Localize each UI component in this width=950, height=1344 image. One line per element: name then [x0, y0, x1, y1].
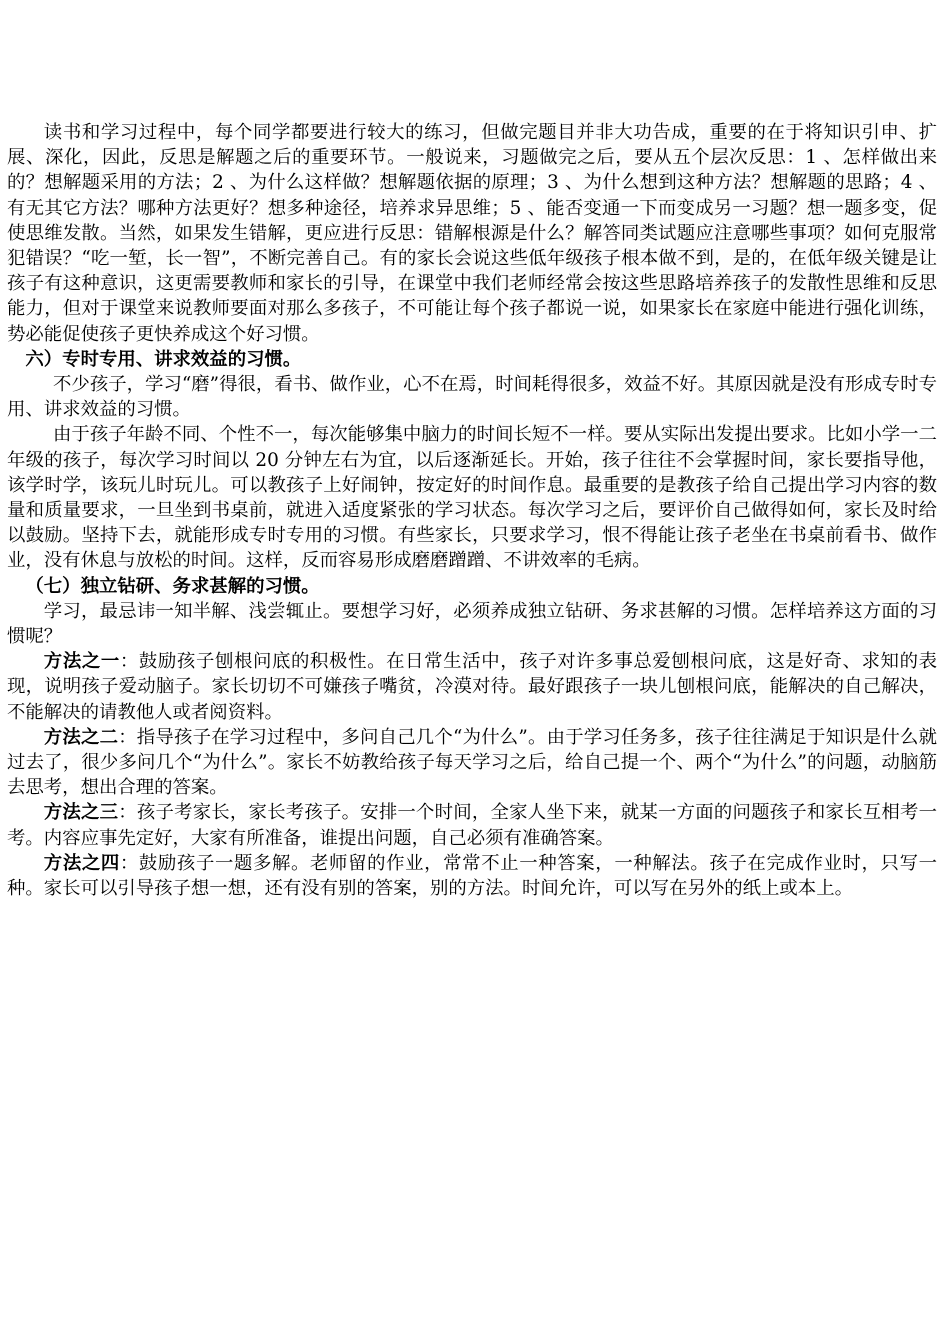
paragraph-method-1: [7, 649, 937, 725]
method-1-text: ：鼓励孩子刨根问底的积极性。在日常生活中，孩子对许多事总爱刨根问底，这是好奇、求知的表现，说明孩子爱动脑子。家长切切不可嫌孩子嘴贫，冷漠对待。最好跟孩子一块儿刨根问底，能解决的自己解决，不能解决的请教他人或者阅资料。: [7, 651, 937, 723]
method-1-label: 方法之一: [43, 651, 120, 673]
heading-section-6: 六）专时专用、讲求效益的习惯。: [25, 348, 302, 370]
paragraph-method-3: [7, 800, 937, 850]
document-body: [7, 120, 937, 901]
method-2-text: ：指导孩子在学习过程中，多问自己几个“为什么”。由于学习任务多，孩子往往满足于知识是什么就过去了，很少多问几个“为什么”。家长不妨教给孩子每天学习之后，给自己提一个、两个“为什么”的问题，动脑筋去思考，想出合理的答案。: [7, 726, 937, 799]
heading-section-7: （七）独立钻研、务求甚解的习惯。: [25, 575, 320, 597]
method-3-label: 方法之三: [43, 802, 119, 824]
paragraph-section-7-intro: 学习，最忌讳一知半解、浅尝辄止。要想学习好，必须养成独立钻研、务求甚解的习惯。怎样培养这方面的习惯呢？: [7, 600, 937, 648]
method-4-label: 方法之四: [43, 852, 120, 874]
paragraph-section-6-intro: 不少孩子，学习“磨”得很，看书、做作业，心不在焉，时间耗得很多，效益不好。其原因就是没有形成专时专用、讲求效益的习惯。: [7, 374, 937, 421]
paragraph-method-2: [7, 725, 937, 801]
method-3-text: ：孩子考家长，家长考孩子。安排一个时间，全家人坐下来，就某一方面的问题孩子和家长互相考一考。内容应事先定好，大家有所准备，谁提出问题，自己必须有准确答案。: [7, 802, 937, 849]
paragraph-section-6-body: 由于孩子年龄不同、个性不一，每次能够集中脑力的时间长短不一样。要从实际出发提出要求。比如小学一二年级的孩子，每次学习时间以 20 分钟左右为宜，以后逐渐延长。开始，孩子往往不会掌握时间，家长要指导他，该学时学，该玩儿时玩儿。可以教孩子上好闹钟，按定好的时间作息。最重要的是教孩子给自己提出学习内容的数量和质量要求，一旦坐到书桌前，就进入适度紧张的学习状态。每次学习之后，要评价自己做得如何，家长及时给以鼓励。坚持下去，就能形成专时专用的习惯。有些家长，只要求学习，恨不得能让孩子老坐在书桌前看书、做作业，没有休息与放松的时间。这样，反而容易形成磨磨蹭蹭、不讲效率的毛病。: [7, 424, 937, 572]
paragraph-method-4: [7, 851, 937, 901]
paragraph-reflection: 读书和学习过程中，每个同学都要进行较大的练习，但做完题目并非大功告成，重要的在于将知识引申、扩展、深化，因此，反思是解题之后的重要环节。一般说来，习题做完之后，要从五个层次反思：1 、怎样做出来的？想解题采用的方法；2 、为什么这样做？想解题依据的原理；3 、为什么想到这种方法？想解题的思路；4 、有无其它方法？哪种方法更好？想多种途径，培养求异思维；5 、能否变通一下而变成另一习题？想一题多变，促使思维发散。当然，如果发生错解，更应进行反思：错解根源是什么？解答同类试题应注意哪些事项？如何克服常犯错误？“吃一堑，长一智”，不断完善自己。有的家长会说这些低年级孩子根本做不到，是的，在低年级关键是让孩子有这种意识，这更需要教师和家长的引导，在课堂中我们老师经常会按这些思路培养孩子的发散性思维和反思能力，但对于课堂来说教师要面对那么多孩子，不可能让每个孩子都说一说，如果家长在家庭中能进行强化训练，势必能促使孩子更快养成这个好习惯。: [7, 122, 937, 345]
method-4-text: ：鼓励孩子一题多解。老师留的作业，常常不止一种答案，一种解法。孩子在完成作业时，只写一种。家长可以引导孩子想一想，还有没有别的答案，别的方法。时间允许，可以写在另外的纸上或本上。: [7, 852, 937, 900]
method-2-label: 方法之二: [43, 726, 119, 748]
